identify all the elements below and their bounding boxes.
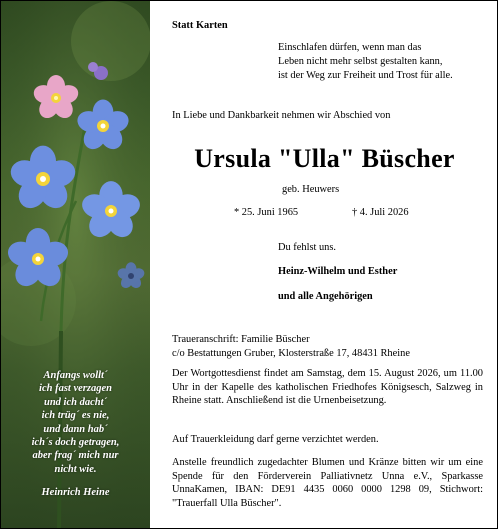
deceased-name: Ursula "Ulla" Büscher	[194, 144, 455, 173]
poem-line: ich trüg´ es nie,	[41, 410, 110, 422]
mourners-line-1: Du fehlst uns.	[278, 242, 337, 253]
poem-line: ich´s doch getragen,	[31, 437, 120, 449]
quote-line: Leben nicht mehr selbst gestalten kann,	[278, 56, 443, 67]
birth-name: geb. Heuwers	[282, 184, 340, 195]
dress-note: Auf Trauerkleidung darf gerne verzichtet werden.	[172, 434, 379, 445]
quote-line: Einschlafen dürfen, wenn man das	[278, 42, 422, 53]
mourners-line-2: Heinz-Wilhelm und Esther	[278, 266, 398, 277]
poem-line: ich fast verzagen	[39, 383, 112, 395]
header-statt-karten: Statt Karten	[172, 20, 228, 31]
death-date: † 4. Juli 2026	[352, 207, 409, 218]
forget-me-not-image-panel	[1, 1, 150, 528]
mourners-line-3: und alle Angehörigen	[278, 291, 373, 302]
address-line: c/o Bestattungen Gruber, Klosterstraße 17, 48431 Rheine	[172, 348, 410, 359]
poem-line: aber frag´ mich nur	[32, 450, 119, 462]
poem-line: und dann hab´	[43, 423, 108, 435]
poem-line: und ich dacht´	[43, 396, 107, 408]
poem-line: nicht wie.	[54, 463, 97, 475]
birth-date: * 25. Juni 1965	[234, 207, 299, 218]
intro-text: In Liebe und Dankbarkeit nehmen wir Abschied von	[172, 110, 391, 121]
donation-request: Anstelle freundlich zugedachter Blumen und Kränze bitten wir um eine Spende für den Förderverein Palliativnetz Unna e.V., Sparkasse UnnaKamen, IBAN: DE91 4435 0060 0000 1298 09, Stichwort: "Trauerfall Ulla Büscher".	[172, 457, 483, 509]
service-details: Der Wortgottesdienst findet am Samstag, dem 15. August 2026, um 11.00 Uhr in der Kapelle des katholischen Friedhofes Königsesch, Salzweg in Rheine statt. Anschließend ist die Urnenbeisetzung.	[172, 368, 483, 406]
poem-line: Anfangs wollt´	[43, 370, 108, 381]
poem-author: Heinrich Heine	[41, 487, 110, 499]
quote-line: ist der Weg zur Freiheit und Trost für alle.	[278, 70, 453, 81]
address-line: Traueranschrift: Familie Büscher	[172, 334, 310, 345]
poem	[1, 369, 150, 500]
